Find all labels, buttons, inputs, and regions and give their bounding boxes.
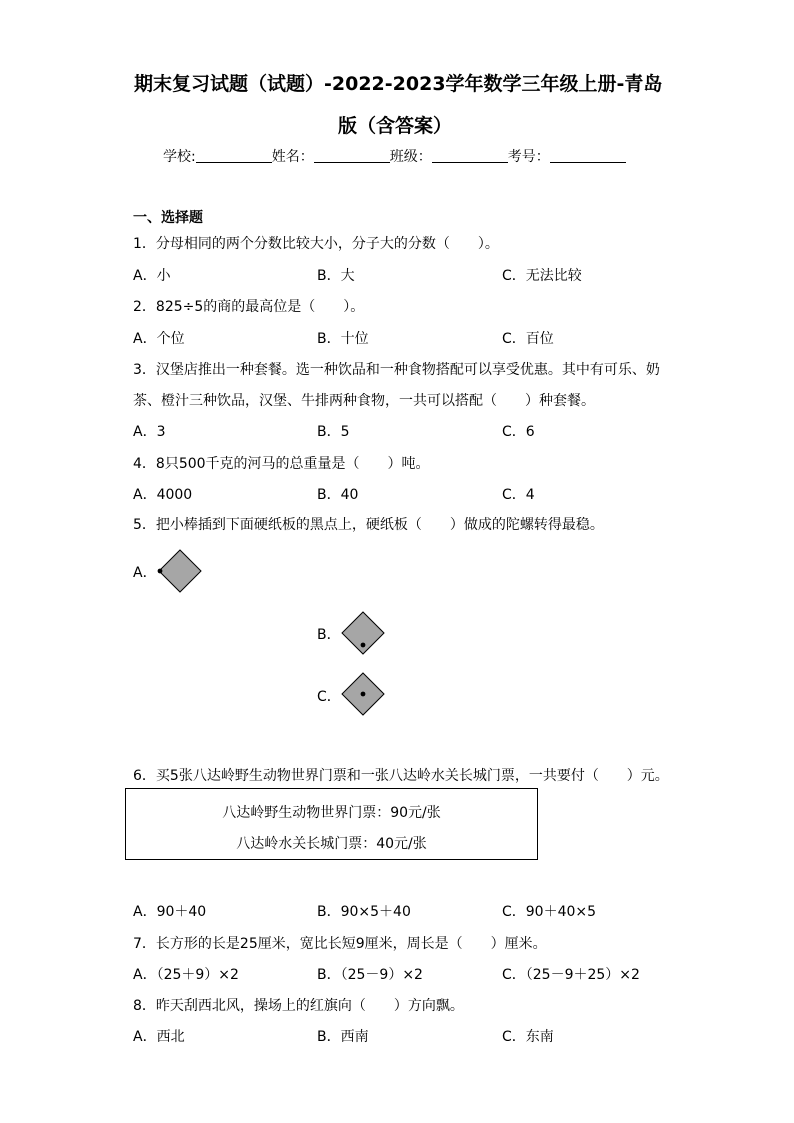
question-3-stem-line2: 茶、橙汁三种饮品，汉堡、牛排两种食物，一共可以搭配（ ）种套餐。 [133,393,595,409]
question-2-option-c: C．百位 [502,331,554,347]
question-7-option-c: C．（25－9＋25）×2 [502,967,640,983]
diamond-figure-b [340,610,386,660]
question-2-option-b: B．十位 [317,331,369,347]
page-title-line2: 版（含答案） [338,115,453,137]
exam-no-blank [550,148,626,163]
question-1-option-a: A．小 [133,268,171,284]
question-4-option-b: B．40 [317,487,359,503]
student-info-line [163,146,626,166]
class-label: 班级： [389,149,432,165]
question-8-option-a: A．西北 [133,1029,185,1045]
question-3-option-a: A．3 [133,424,166,440]
question-4-option-c: C．4 [502,487,535,503]
question-1-stem: 1．分母相同的两个分数比较大小，分子大的分数（ ）。 [133,236,499,252]
question-2-stem: 2．825÷5的商的最高位是（ ）。 [133,299,365,315]
question-4-stem: 4．8只500千克的河马的总重量是（ ）吨。 [133,456,430,472]
question-7-option-b: B．（25－9）×2 [317,967,423,983]
section-heading: 一、选择题 [133,210,203,226]
question-8-option-b: B．西南 [317,1029,369,1045]
diamond-figure-c [340,671,386,721]
exam-no-label: 考号： [507,149,550,165]
school-label: 学校: [163,149,196,165]
ticket-price-box [125,788,538,860]
class-blank [432,148,508,163]
question-7-option-a: A．（25＋9）×2 [133,967,239,983]
question-5-stem: 5．把小棒插到下面硬纸板的黑点上，硬纸板（ ）做成的陀螺转得最稳。 [133,517,604,533]
question-1-option-b: B．大 [317,268,355,284]
question-6-option-a: A．90＋40 [133,904,207,920]
question-8-option-c: C．东南 [502,1029,554,1045]
question-5-option-c: C． [317,689,341,705]
name-blank [314,148,390,163]
question-3-stem-line1: 3．汉堡店推出一种套餐。选一种饮品和一种食物搭配可以享受优惠。其中有可乐、奶 [133,362,660,378]
question-1-option-c: C．无法比较 [502,268,582,284]
diamond-figure-a [154,548,204,598]
question-4-option-a: A．4000 [133,487,193,503]
school-blank [196,148,272,163]
question-5-option-b: B． [317,627,341,643]
question-6-option-b: B．90×5＋40 [317,904,411,920]
name-label: 姓名： [271,149,314,165]
ticket-price-line-2: 八达岭水关长城门票：40元/张 [236,836,427,852]
question-3-option-c: C．6 [502,424,535,440]
question-5-option-a: A． [133,565,157,581]
question-3-option-b: B．5 [317,424,350,440]
page-title-line1: 期末复习试题（试题）-2022-2023学年数学三年级上册-青岛 [134,73,663,95]
question-7-stem: 7．长方形的长是25厘米，宽比长短9厘米，周长是（ ）厘米。 [133,936,547,952]
question-2-option-a: A．个位 [133,331,185,347]
question-8-stem: 8．昨天刮西北风，操场上的红旗向（ ）方向飘。 [133,998,464,1014]
ticket-price-line-1: 八达岭野生动物世界门票：90元/张 [222,805,441,821]
question-6-stem: 6．买5张八达岭野生动物世界门票和一张八达岭水关长城门票，一共要付（ ）元。 [133,768,669,784]
question-6-option-c: C．90＋40×5 [502,904,597,920]
